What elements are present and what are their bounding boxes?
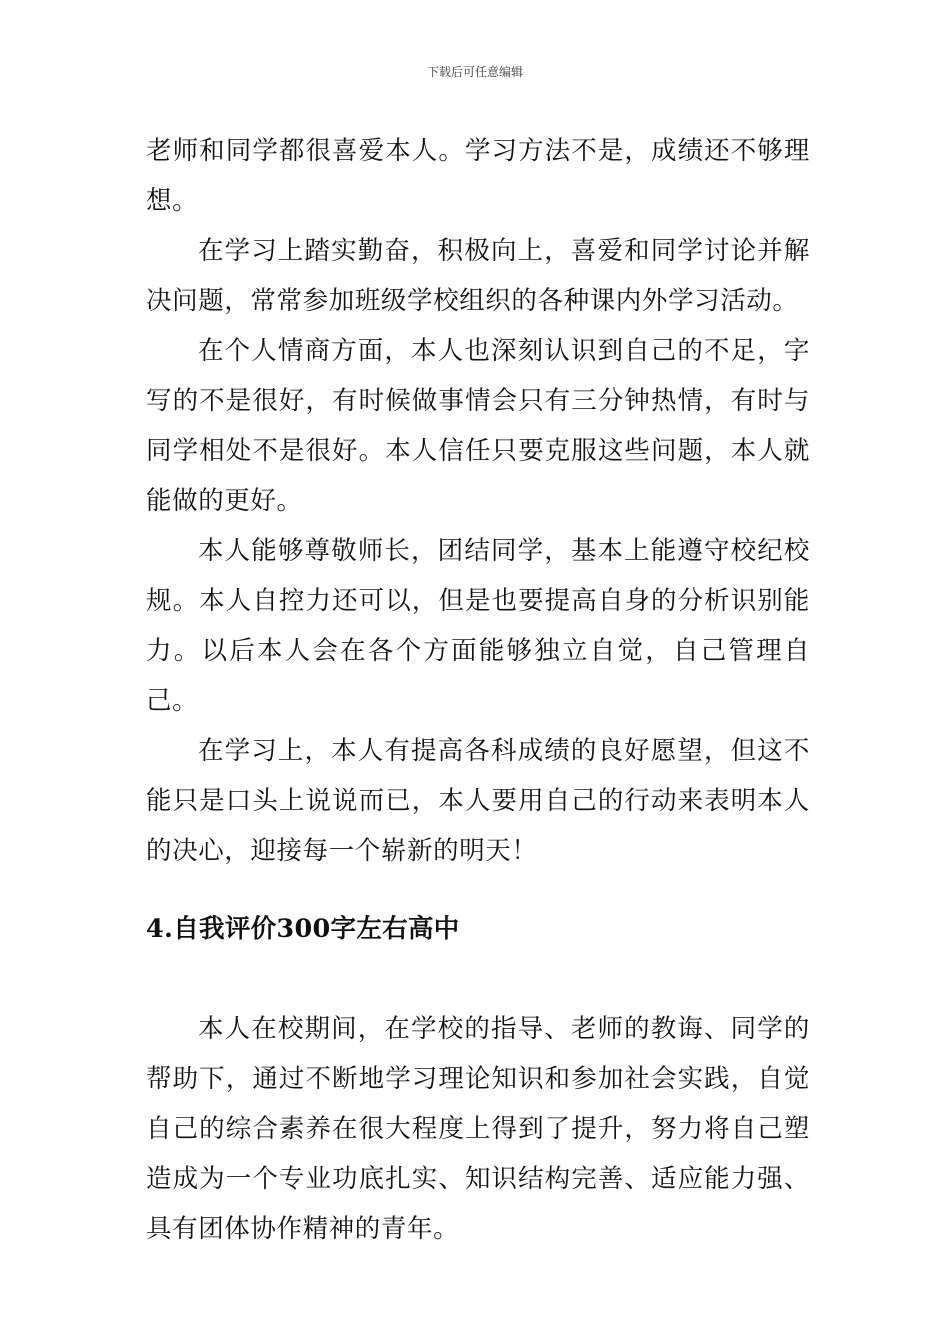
document-body [146,126,810,1254]
paragraph-2: 在学习上踏实勤奋，积极向上，喜爱和同学讨论并解决问题，常常参加班级学校组织的各种课内外学习活动。 [146,236,810,316]
section-heading: 4.自我评价300字左右高中 [146,914,460,944]
paragraph-3: 在个人情商方面，本人也深刻认识到自己的不足，字写的不是很好，有时候做事情会只有三分钟热情，有时与同学相处不是很好。本人信任只要克服这些问题，本人就能做的更好。 [146,336,810,516]
paragraph-4: 本人能够尊敬师长，团结同学，基本上能遵守校纪校规。本人自控力还可以，但是也要提高自身的分析识别能力。以后本人会在各个方面能够独立自觉，自己管理自己。 [146,536,810,716]
paragraph-6: 本人在校期间，在学校的指导、老师的教诲、同学的帮助下，通过不断地学习理论知识和参加社会实践，自觉自己的综合素养在很大程度上得到了提升，努力将自己塑造成为一个专业功底扎实、知识结构完善、适应能力强、具有团体协作精神的青年。 [146,1014,810,1244]
spacer [146,954,810,1004]
page-header: 下载后可任意编辑 [426,65,523,79]
spacer [146,876,810,904]
paragraph-1: 老师和同学都很喜爱本人。学习方法不是，成绩还不够理想。 [146,136,810,216]
paragraph-5: 在学习上，本人有提高各科成绩的良好愿望，但这不能只是口头上说说而已，本人要用自己的行动来表明本人的决心，迎接每一个崭新的明天！ [146,736,810,866]
